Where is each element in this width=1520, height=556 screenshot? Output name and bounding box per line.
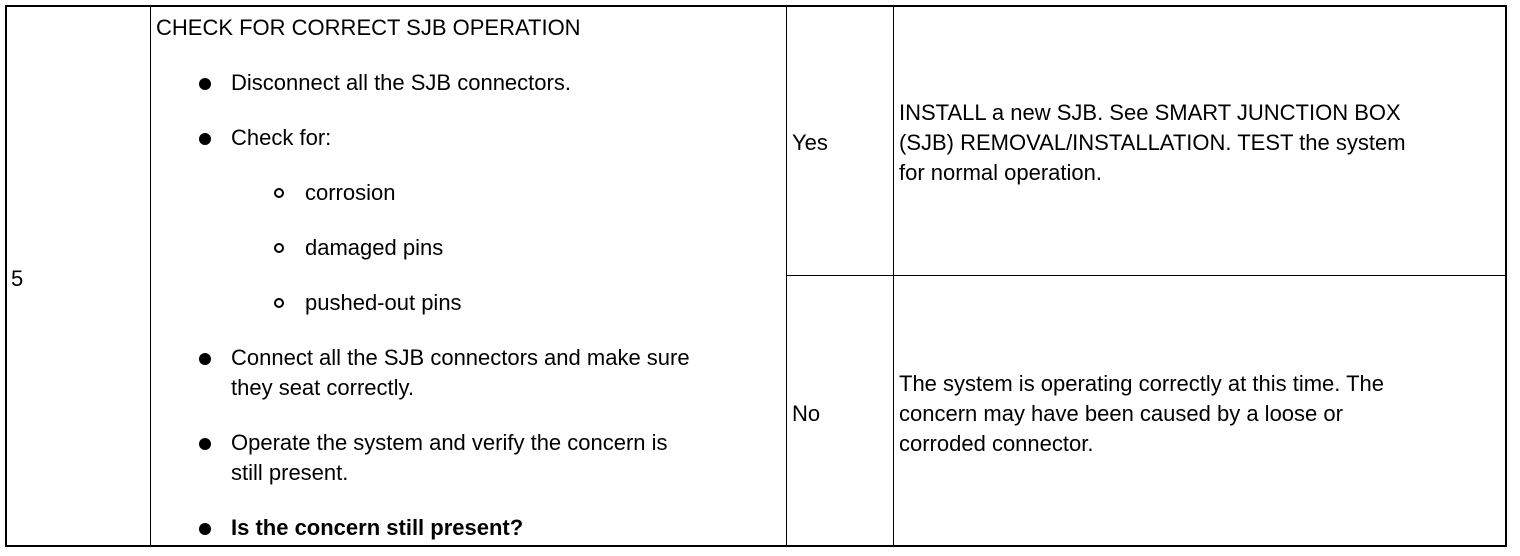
column-divider-3 bbox=[893, 7, 894, 545]
bullet-icon bbox=[199, 353, 211, 365]
sub-bullet-icon bbox=[274, 188, 284, 198]
result-action-yes-line3: for normal operation. bbox=[899, 160, 1102, 185]
result-action-no-line2: concern may have been caused by a loose or bbox=[899, 401, 1343, 426]
step-item-connect-line1: Connect all the SJB connectors and make sure bbox=[231, 345, 690, 370]
result-answer-yes: Yes bbox=[792, 130, 828, 155]
sub-bullet-icon bbox=[274, 298, 284, 308]
result-action-yes-line1: INSTALL a new SJB. See SMART JUNCTION BOX bbox=[899, 100, 1401, 125]
step-item-disconnect: Disconnect all the SJB connectors. bbox=[231, 70, 571, 95]
step-subitem-corrosion: corrosion bbox=[305, 180, 396, 205]
result-row-divider bbox=[786, 275, 1505, 276]
step-item-operate-line1: Operate the system and verify the concern is bbox=[231, 430, 668, 455]
bullet-icon bbox=[199, 523, 211, 535]
bullet-icon bbox=[199, 133, 211, 145]
column-divider-2 bbox=[786, 7, 787, 545]
step-item-check-for: Check for: bbox=[231, 125, 332, 150]
result-answer-no: No bbox=[792, 401, 821, 426]
step-number: 5 bbox=[11, 266, 24, 291]
sub-bullet-icon bbox=[274, 243, 284, 253]
column-divider-1 bbox=[150, 7, 151, 545]
step-item-operate-line2: still present. bbox=[231, 460, 349, 485]
step-title: CHECK FOR CORRECT SJB OPERATION bbox=[156, 15, 581, 40]
result-action-yes-line2: (SJB) REMOVAL/INSTALLATION. TEST the system bbox=[899, 130, 1406, 155]
result-action-no-line3: corroded connector. bbox=[899, 431, 1094, 456]
bullet-icon bbox=[199, 438, 211, 450]
bullet-icon bbox=[199, 78, 211, 90]
step-item-connect-line2: they seat correctly. bbox=[231, 375, 414, 400]
step-subitem-pushed-out-pins: pushed-out pins bbox=[305, 290, 462, 315]
result-action-no-line1: The system is operating correctly at this time. The bbox=[899, 371, 1384, 396]
step-question: Is the concern still present? bbox=[231, 515, 524, 540]
step-subitem-damaged-pins: damaged pins bbox=[305, 235, 444, 260]
